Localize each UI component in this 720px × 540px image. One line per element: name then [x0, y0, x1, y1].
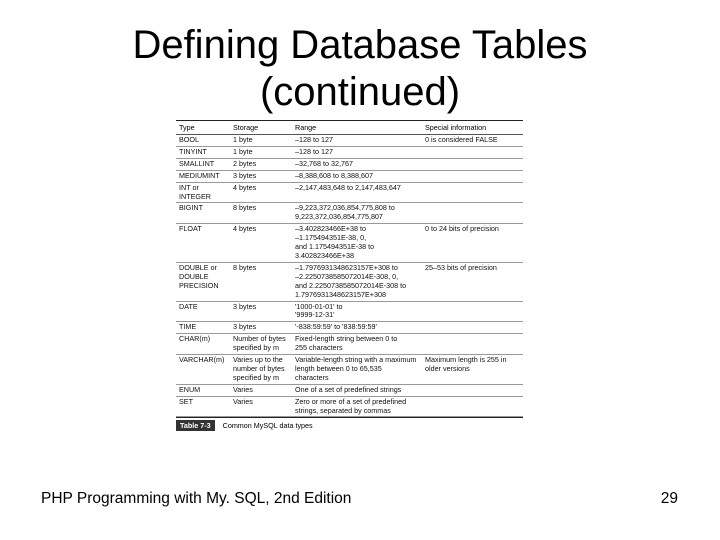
- cell-type: BOOL: [176, 135, 230, 147]
- table-row: [176, 334, 523, 355]
- cell-type: TIME: [176, 322, 230, 334]
- table-body: [176, 135, 523, 417]
- data-types-table-figure: [172, 120, 523, 475]
- cell-range: –9,223,372,036,854,775,808 to 9,223,372,036,854,775,807: [292, 203, 422, 224]
- cell-type: SMALLINT: [176, 158, 230, 170]
- table-row: [176, 135, 523, 147]
- table-caption: [176, 417, 523, 431]
- cell-storage: Varies: [230, 384, 292, 396]
- cell-storage: 4 bytes: [230, 224, 292, 263]
- cell-storage: 3 bytes: [230, 170, 292, 182]
- cell-type: CHAR(m): [176, 334, 230, 355]
- cell-storage: 4 bytes: [230, 182, 292, 203]
- cell-storage: 8 bytes: [230, 203, 292, 224]
- cell-type: DOUBLE or DOUBLE PRECISION: [176, 262, 230, 301]
- cell-type: VARCHAR(m): [176, 355, 230, 385]
- cell-range: Zero or more of a set of predefined strings, separated by commas: [292, 396, 422, 417]
- cell-special-information: [422, 203, 523, 224]
- cell-range: –3.402823466E+38 to –1.175494351E-38, 0, and 1.175494351E-38 to 3.402823466E+38: [292, 224, 422, 263]
- cell-storage: Varies up to the number of bytes specified by m: [230, 355, 292, 385]
- header-special-information: Special information: [422, 121, 523, 135]
- cell-special-information: 0 is considered FALSE: [422, 135, 523, 147]
- cell-range: '-838:59:59' to '838:59:59': [292, 322, 422, 334]
- table-caption-text: Common MySQL data types: [222, 421, 313, 431]
- cell-type: DATE: [176, 301, 230, 322]
- cell-storage: 1 byte: [230, 135, 292, 147]
- cell-range: –1.7976931348623157E+308 to –2.2250738585072014E-308, 0, and 2.2250738585072014E-308 to 1.7976931348623157E+308: [292, 262, 422, 301]
- table-row: [176, 158, 523, 170]
- cell-special-information: Maximum length is 255 in older versions: [422, 355, 523, 385]
- table-row: [176, 396, 523, 417]
- cell-special-information: [422, 170, 523, 182]
- table-row: [176, 170, 523, 182]
- cell-type: BIGINT: [176, 203, 230, 224]
- cell-storage: 8 bytes: [230, 262, 292, 301]
- slide-title-line-2: (continued): [259, 70, 461, 114]
- table-row: [176, 146, 523, 158]
- table-row: [176, 182, 523, 203]
- cell-storage: 2 bytes: [230, 158, 292, 170]
- cell-type: INT or INTEGER: [176, 182, 230, 203]
- cell-special-information: [422, 322, 523, 334]
- cell-range: –32,768 to 32,767: [292, 158, 422, 170]
- table-row: [176, 224, 523, 263]
- footer-text: PHP Programming with My. SQL, 2nd Edition: [41, 490, 352, 507]
- cell-special-information: [422, 384, 523, 396]
- table-row: [176, 322, 523, 334]
- cell-storage: Varies: [230, 396, 292, 417]
- cell-type: SET: [176, 396, 230, 417]
- cell-type: FLOAT: [176, 224, 230, 263]
- cell-range: '1000-01-01' to '9999-12-31': [292, 301, 422, 322]
- table-header-row: [176, 121, 523, 135]
- cell-special-information: [422, 182, 523, 203]
- slide-title-line-1: Defining Database Tables: [132, 23, 588, 67]
- table-row: [176, 203, 523, 224]
- cell-special-information: [422, 301, 523, 322]
- header-storage: Storage: [230, 121, 292, 135]
- table-row: [176, 262, 523, 301]
- cell-range: –8,388,608 to 8,388,607: [292, 170, 422, 182]
- cell-range: –128 to 127: [292, 135, 422, 147]
- page-number: 29: [660, 490, 678, 507]
- cell-storage: 3 bytes: [230, 301, 292, 322]
- cell-special-information: [422, 396, 523, 417]
- cell-type: TINYINT: [176, 146, 230, 158]
- header-type: Type: [176, 121, 230, 135]
- data-types-table: [176, 120, 523, 417]
- header-range: Range: [292, 121, 422, 135]
- cell-range: –128 to 127: [292, 146, 422, 158]
- cell-range: Variable-length string with a maximum length between 0 to 65,535 characters: [292, 355, 422, 385]
- cell-special-information: [422, 158, 523, 170]
- cell-special-information: [422, 146, 523, 158]
- cell-range: One of a set of predefined strings: [292, 384, 422, 396]
- cell-storage: 1 byte: [230, 146, 292, 158]
- cell-type: MEDIUMINT: [176, 170, 230, 182]
- cell-storage: 3 bytes: [230, 322, 292, 334]
- table-caption-label: Table 7-3: [176, 420, 215, 431]
- cell-special-information: [422, 334, 523, 355]
- table-row: [176, 384, 523, 396]
- slide-title: [0, 22, 720, 116]
- cell-special-information: 0 to 24 bits of precision: [422, 224, 523, 263]
- cell-storage: Number of bytes specified by m: [230, 334, 292, 355]
- table-row: [176, 355, 523, 385]
- table-row: [176, 301, 523, 322]
- cell-range: –2,147,483,648 to 2,147,483,647: [292, 182, 422, 203]
- cell-range: Fixed-length string between 0 to 255 characters: [292, 334, 422, 355]
- cell-special-information: 25–53 bits of precision: [422, 262, 523, 301]
- cell-type: ENUM: [176, 384, 230, 396]
